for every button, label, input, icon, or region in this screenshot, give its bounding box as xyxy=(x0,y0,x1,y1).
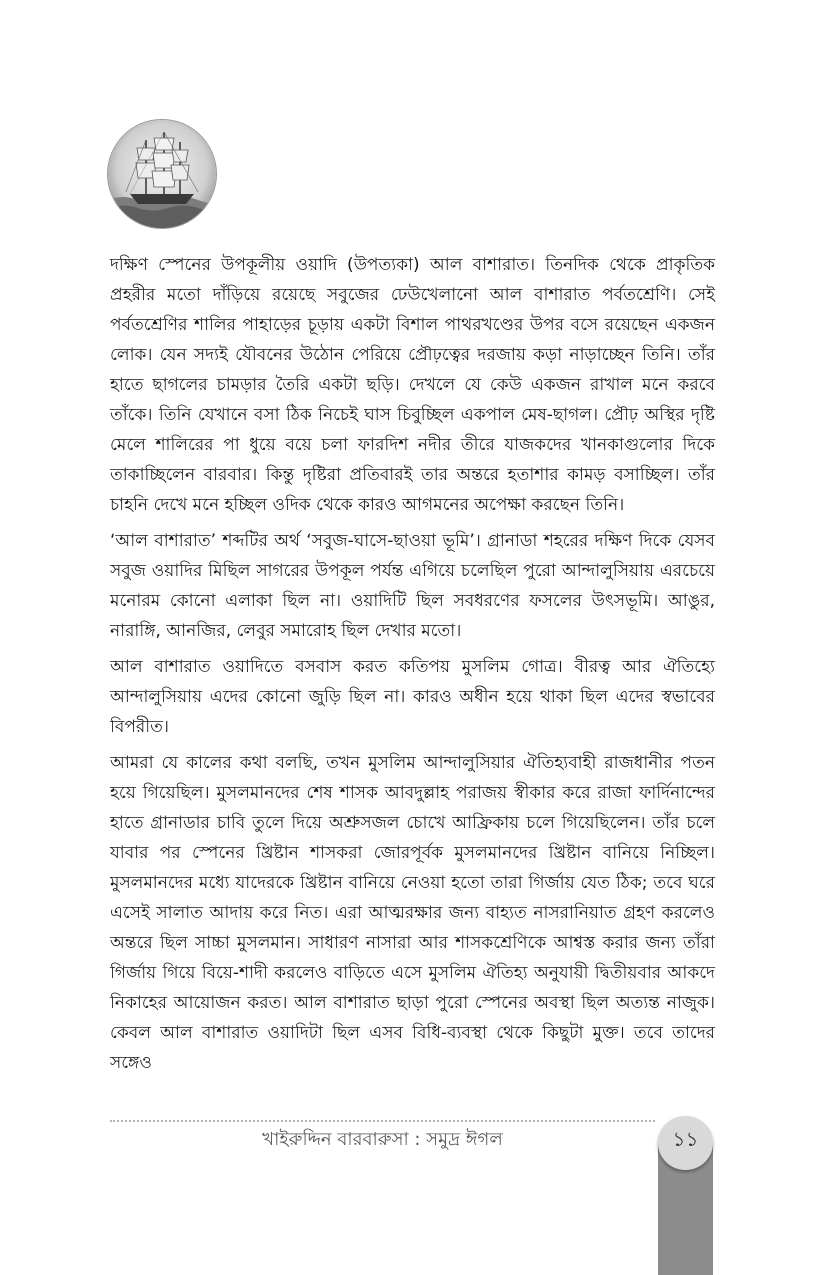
running-title: খাইরুদ্দিন বারবারুসা : সমুদ্র ঈগল xyxy=(262,1129,503,1150)
body-text xyxy=(110,250,715,1084)
paragraph: আমরা যে কালের কথা বলছি, তখন মুসলিম আন্দালুসিয়ার ঐতিহ্যবাহী রাজধানীর পতন হয়ে গিয়েছিল। মুসলমানদের শেষ শাসক আবদুল্লাহ পরাজয় স্বীকার করে রাজা ফার্দিনান্দের হাতে গ্রানাডার চাবি তুলে দিয়ে অশ্রুসজল চোখে আফ্রিকায় চলে গিয়েছিলেন। তাঁর চলে যাবার পর স্পেনের খ্রিষ্টান শাসকরা জোরপূর্বক মুসলমানদের খ্রিষ্টান বানিয়ে নিচ্ছিল। মুসলমানদের মধ্যে যাদেরকে খ্রিষ্টান বানিয়ে নেওয়া হতো তারা গির্জায় যেত ঠিক; তবে ঘরে এসেই সালাত আদায় করে নিত। এরা আত্মরক্ষার জন্য বাহ্যত নাসরানিয়াত গ্রহণ করলেও অন্তরে ছিল সাচ্চা মুসলমান। সাধারণ নাসারা আর শাসকশ্রেণিকে আশ্বস্ত করার জন্য তাঁরা গির্জায় গিয়ে বিয়ে-শাদী করলেও বাড়িতে এসে মুসলিম ঐতিহ্য অনুযায়ী দ্বিতীয়বার আকদে নিকাহের আয়োজন করত। আল বাশারাত ছাড়া পুরো স্পেনের অবস্থা ছিল অত্যন্ত নাজুক। কেবল আল বাশারাত ওয়াদিটা ছিল এসব বিধি-ব্যবস্থা থেকে কিছুটা মুক্ত। তবে তাদের সঙ্গেও xyxy=(110,753,715,1073)
paragraph: দক্ষিণ স্পেনের উপকূলীয় ওয়াদি (উপত্যকা) আল বাশারাত। তিনদিক থেকে প্রাকৃতিক প্রহরীর মতো দাঁড়িয়ে রয়েছে সবুজের ঢেউখেলানো আল বাশারাত পর্বতশ্রেণি। সেই পর্বতশ্রেণির শালির পাহাড়ের চূড়ায় একটা বিশাল পাথরখণ্ডের উপর বসে রয়েছেন একজন লোক। যেন সদ্যই যৌবনের উঠোন পেরিয়ে প্রৌঢ়ত্বের দরজায় কড়া নাড়াচ্ছেন তিনি। তাঁর হাতে ছাগলের চামড়ার তৈরি একটা ছড়ি। দেখলে যে কেউ একজন রাখাল মনে করবে তাঁকে। তিনি যেখানে বসা ঠিক নিচেই ঘাস চিবুচ্ছিল একপাল মেষ-ছাগল। প্রৌঢ় অস্থির দৃষ্টি মেলে শালিরের পা ধুয়ে বয়ে চলা ফারদিশ নদীর তীরে যাজকদের খানকাগুলোর দিকে তাকাচ্ছিলেন বারবার। কিন্তু দৃষ্টিরা প্রতিবারই তার অন্তরে হতাশার কামড় বসাচ্ছিল। তাঁর চাহনি দেখে মনে হচ্ছিল ওদিক থেকে কারও আগমনের অপেক্ষা করছেন তিনি। xyxy=(110,255,715,515)
sailing-ship-icon xyxy=(108,120,216,228)
paragraph: ‘আল বাশারাত’ শব্দটির অর্থ ‘সবুজ-ঘাসে-ছাওয়া ভূমি’। গ্রানাডা শহরের দক্ষিণ দিকে যেসব সবুজ ওয়াদির মিছিল সাগরের উপকূল পর্যন্ত এগিয়ে চলেছিল পুরো আন্দালুসিয়ায় এরচেয়ে মনোরম কোনো এলাকা ছিল না। ওয়াদিটি ছিল সবধরণের ফসলের উৎসভূমি। আঙুর, নারাঙ্গি, আনজির, লেবুর সমারোহ ছিল দেখার মতো। xyxy=(110,531,715,641)
paragraph: আল বাশারাত ওয়াদিতে বসবাস করত কতিপয় মুসলিম গোত্র। বীরত্ব আর ঐতিহ্যে আন্দালুসিয়ায় এদের কোনো জুড়ি ছিল না। কারও অধীন হয়ে থাকা ছিল এদের স্বভাবের বিপরীত। xyxy=(110,657,715,737)
page-number: ১১ xyxy=(672,1127,699,1151)
footer-divider xyxy=(110,1120,655,1122)
